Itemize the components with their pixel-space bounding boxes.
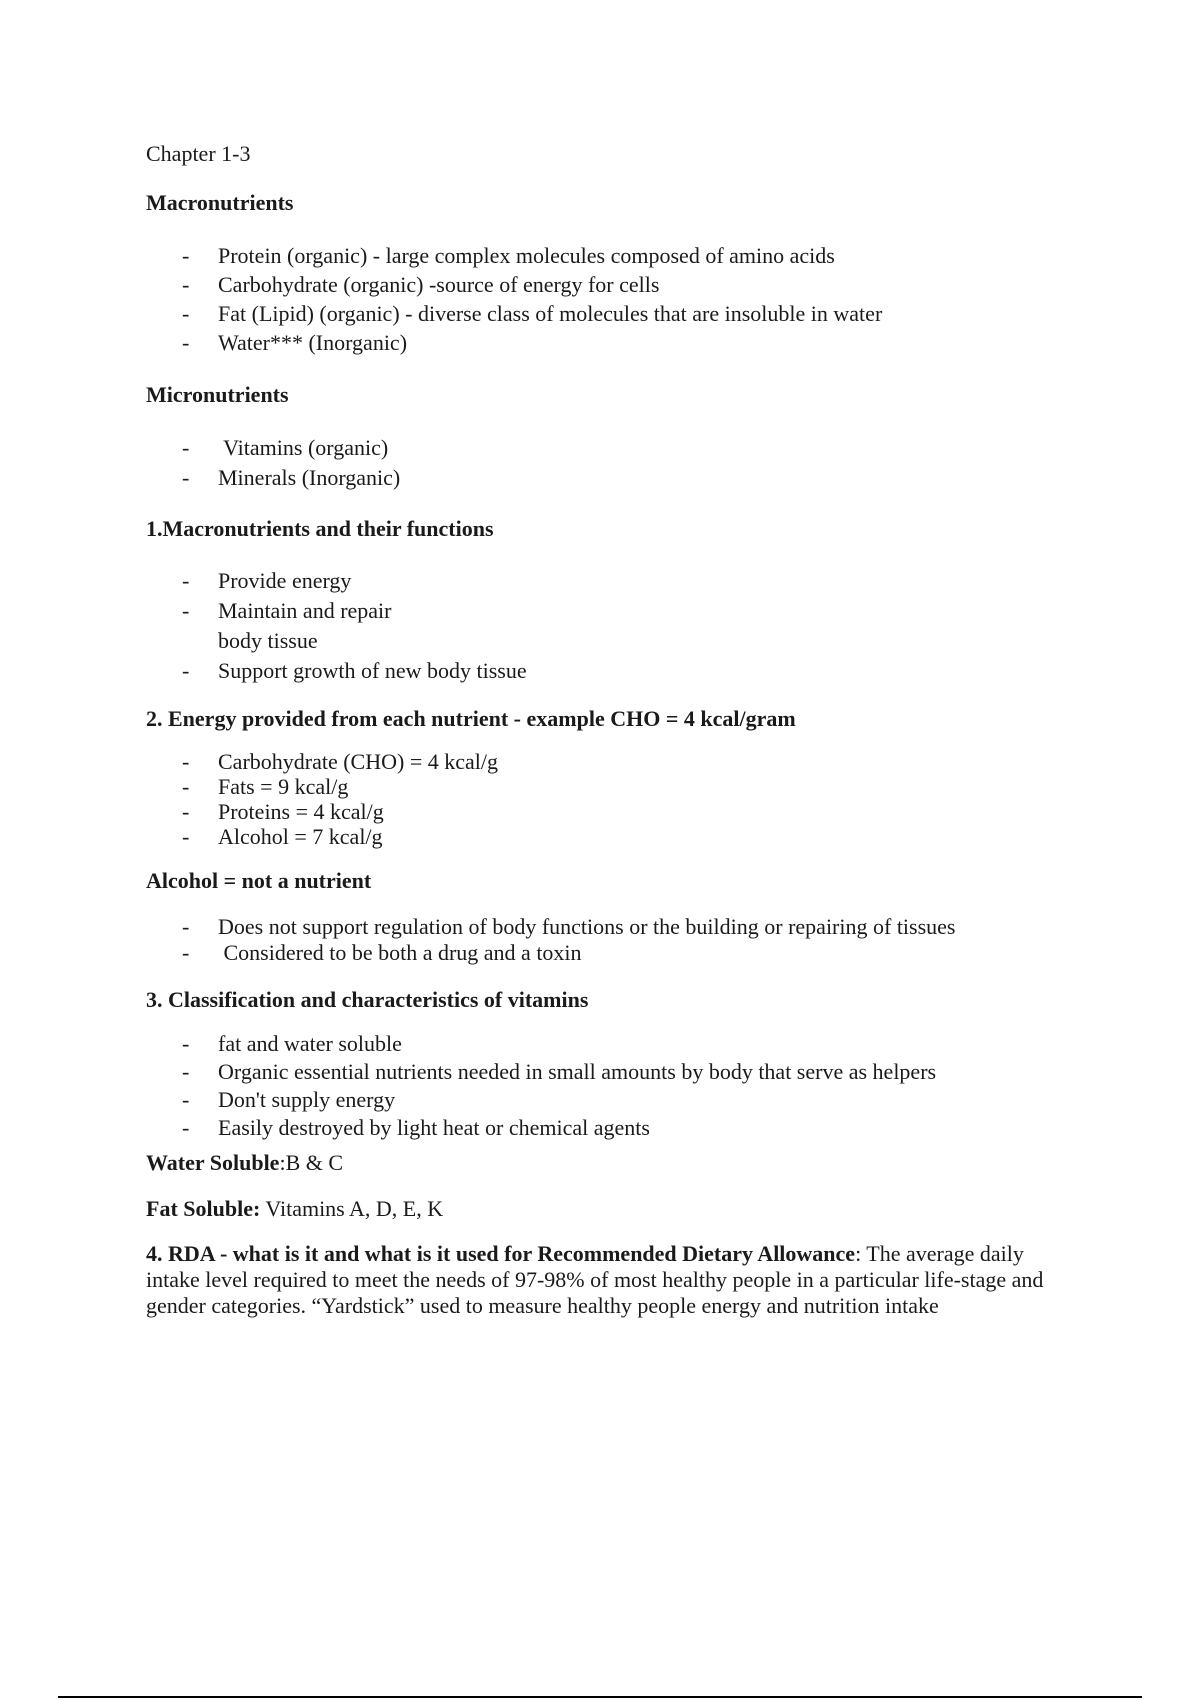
list-item: - Alcohol = 7 kcal/g xyxy=(182,824,383,849)
section4-heading: 4. RDA - what is it and what is it used for Recommended Dietary Allowance xyxy=(146,1241,856,1266)
list-item: - Fat (Lipid) (organic) - diverse class of molecules that are insoluble in water xyxy=(182,301,883,326)
list-item: - Don't supply energy xyxy=(182,1087,396,1112)
macronutrients-heading: Macronutrients xyxy=(146,190,294,215)
list-item: - Provide energy xyxy=(182,568,352,593)
fat-soluble-line xyxy=(146,1196,443,1222)
chapter-title: Chapter 1-3 xyxy=(146,141,251,166)
list-item: - fat and water soluble xyxy=(182,1031,402,1056)
list-item: - Carbohydrate (CHO) = 4 kcal/g xyxy=(182,749,498,774)
list-item: - Support growth of new body tissue xyxy=(182,658,527,683)
list-item: - Water*** (Inorganic) xyxy=(182,330,408,355)
list-item: - Vitamins (organic) xyxy=(182,435,389,460)
section4-paragraph xyxy=(146,1241,1076,1319)
list-item: - Maintain and repair xyxy=(182,598,392,623)
list-item: - Minerals (Inorganic) xyxy=(182,465,401,490)
list-item: - Protein (organic) - large complex molecules composed of amino acids xyxy=(182,243,835,268)
section4-text: : The average daily intake level required to meet the needs of 97-98% of most healthy people in a particular life-stage and gender categories. “Yardstick” used to measure healthy people energy and nutrition intake xyxy=(146,1241,1044,1318)
section1-list xyxy=(146,566,1076,686)
list-item: - Proteins = 4 kcal/g xyxy=(182,799,384,824)
section3-heading: 3. Classification and characteristics of vitamins xyxy=(146,987,589,1012)
water-soluble-value: :B & C xyxy=(279,1150,344,1175)
macronutrients-list xyxy=(146,241,1076,357)
list-item: - Carbohydrate (organic) -source of energy for cells xyxy=(182,272,660,297)
fat-soluble-value: Vitamins A, D, E, K xyxy=(260,1196,444,1221)
list-item: - Does not support regulation of body functions or the building or repairing of tissues xyxy=(182,914,956,939)
bottom-divider xyxy=(58,1696,1142,1698)
list-item: - Organic essential nutrients needed in small amounts by body that serve as helpers xyxy=(182,1059,937,1084)
list-item: - Considered to be both a drug and a toxin xyxy=(182,940,582,965)
section3-list xyxy=(146,1030,1076,1142)
section1-heading: 1.Macronutrients and their functions xyxy=(146,516,494,541)
alcohol-list xyxy=(146,914,1076,966)
section2-list xyxy=(146,749,1076,849)
water-soluble-label: Water Soluble xyxy=(146,1150,280,1175)
section2-heading: 2. Energy provided from each nutrient - example CHO = 4 kcal/gram xyxy=(146,706,796,731)
list-item: - Fats = 9 kcal/g xyxy=(182,774,349,799)
micronutrients-list xyxy=(146,433,1076,493)
list-item: - Easily destroyed by light heat or chemical agents xyxy=(182,1115,650,1140)
fat-soluble-label: Fat Soluble: xyxy=(146,1196,261,1221)
water-soluble-line xyxy=(146,1150,343,1176)
alcohol-heading: Alcohol = not a nutrient xyxy=(146,868,372,893)
micronutrients-heading: Micronutrients xyxy=(146,382,289,407)
list-item-continuation: body tissue xyxy=(218,628,318,653)
